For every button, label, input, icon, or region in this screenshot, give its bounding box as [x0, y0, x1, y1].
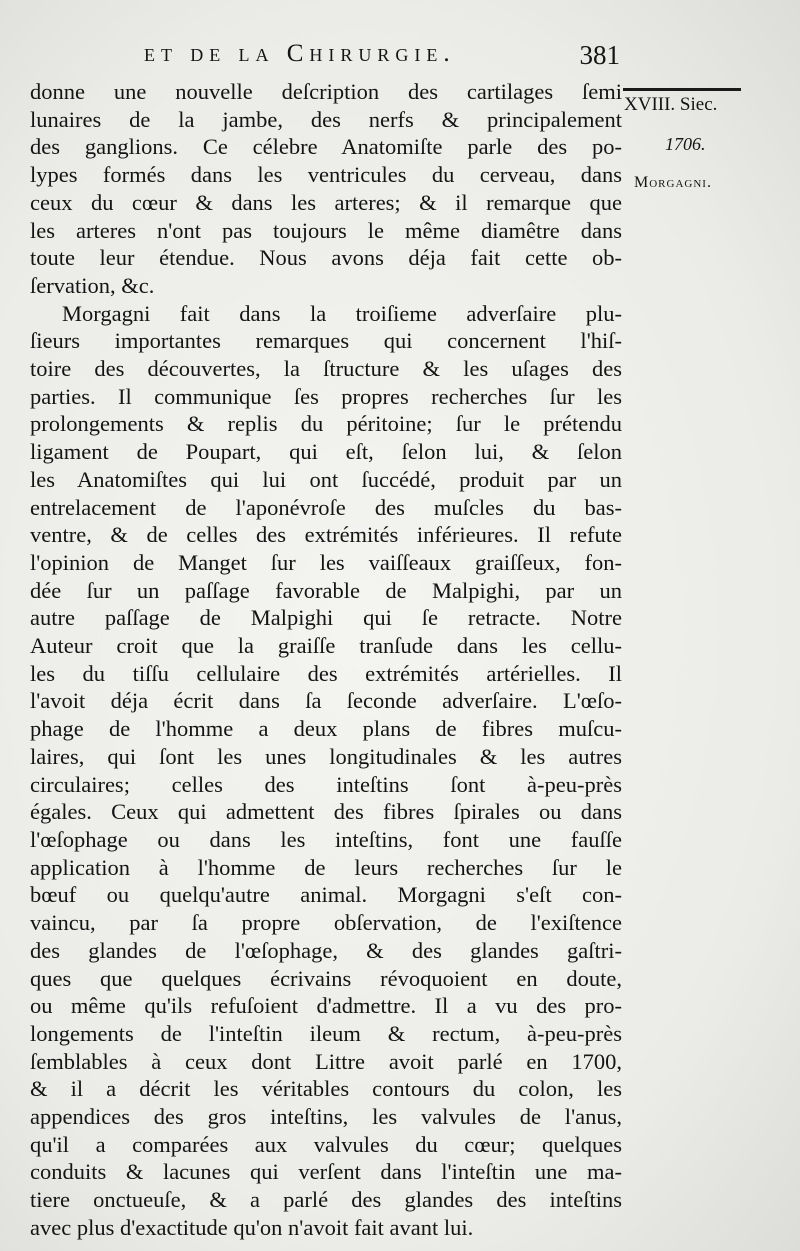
text-line: les arteres n'ont pas toujours le même diamêtre dans — [30, 217, 622, 243]
margin-note-century: XVIII. Siec. — [624, 94, 718, 115]
text-line: l'opinion de Manget ſur les vaiſſeaux graiſſeux, fon- — [30, 549, 622, 575]
text-line: autre paſſage de Malpighi qui ſe retracte. Notre — [30, 605, 622, 631]
text-line: application à l'homme de leurs recherches ſur le — [30, 854, 622, 880]
margin-note-year: 1706. — [665, 134, 706, 154]
margin-rule — [623, 88, 741, 91]
text-line: ques que quelques écrivains révoquoient en doute, — [30, 965, 622, 991]
text-line: les du tiſſu cellulaire des extrémités artérielles. Il — [30, 660, 622, 686]
text-line: qu'il a comparées aux valvules du cœur; quelques — [30, 1131, 622, 1157]
text-line: ſervation, &c. — [30, 272, 155, 298]
text-line: & il a décrit les véritables contours du colon, les — [30, 1076, 622, 1102]
text-line: Auteur croit que la graiſſe tranſude dans les cellu- — [30, 633, 622, 659]
text-line: lunaires de la jambe, des nerfs & principalement — [30, 106, 622, 132]
text-line: laires, qui ſont les unes longitudinales & les autres — [30, 743, 622, 769]
text-line: prolongements & replis du péritoine; ſur le prétendu — [30, 411, 622, 437]
text-line: ventre, & de celles des extrémités inférieures. Il refute — [30, 522, 622, 548]
body-text — [30, 78, 622, 1242]
text-line: conduits & lacunes qui verſent dans l'inteſtin une ma- — [30, 1159, 622, 1185]
text-line: toire des découvertes, la ſtructure & les uſages des — [30, 356, 622, 382]
text-line: Morgagni fait dans la troiſieme adverſaire plu- — [62, 300, 622, 326]
text-line: ſemblables à ceux dont Littre avoit parlé en 1700, — [30, 1048, 622, 1074]
text-line: dée ſur un paſſage favorable de Malpighi, par un — [30, 577, 622, 603]
text-line: avec plus d'exactitude qu'on n'avoit fait avant lui. — [30, 1214, 474, 1240]
text-line: vaincu, par ſa propre obſervation, de l'exiſtence — [30, 910, 622, 936]
text-line: toute leur étendue. Nous avons déja fait cette ob- — [30, 245, 622, 271]
text-line: parties. Il communique ſes propres recherches ſur les — [30, 383, 622, 409]
page-header — [120, 40, 620, 76]
text-line: appendices des gros inteſtins, les valvules de l'anus, — [30, 1104, 622, 1130]
text-line: ceux du cœur & dans les arteres; & il remarque que — [30, 189, 622, 215]
page-number: 381 — [579, 40, 620, 70]
text-line: l'œſophage ou dans les inteſtins, font une fauſſe — [30, 826, 622, 852]
text-line: des glandes de l'œſophage, & des glandes gaſtri- — [30, 937, 622, 963]
text-line: l'avoit déja écrit dans ſa ſeconde adverſaire. L'œſo- — [30, 688, 622, 714]
running-head: et de la Chirurgie. — [144, 40, 456, 67]
text-line: longements de l'inteſtin ileum & rectum, à-peu-près — [30, 1020, 622, 1046]
text-line: phage de l'homme a deux plans de fibres muſcu- — [30, 716, 622, 742]
text-line: tiere onctueuſe, & a parlé des glandes des inteſtins — [30, 1187, 622, 1213]
text-line: entrelacement de l'aponévroſe des muſcles du bas- — [30, 494, 622, 520]
text-line: circulaires; celles des inteſtins ſont à-peu-près — [30, 771, 622, 797]
text-line: les Anatomiſtes qui lui ont ſuccédé, produit par un — [30, 466, 622, 492]
text-line: des ganglions. Ce célebre Anatomiſte parle des po- — [30, 134, 622, 160]
text-line: donne une nouvelle deſcription des cartilages ſemi — [30, 79, 622, 104]
text-line: bœuf ou quelqu'autre animal. Morgagni s'eſt con- — [30, 882, 622, 908]
text-line: ou même qu'ils refuſoient d'admettre. Il a vu des pro- — [30, 993, 622, 1019]
text-line: ſieurs importantes remarques qui concernent l'hiſ- — [30, 328, 622, 354]
text-line: égales. Ceux qui admettent des fibres ſpirales ou dans — [30, 799, 622, 825]
text-line: ligament de Poupart, qui eſt, ſelon lui, & ſelon — [30, 439, 622, 465]
text-line: lypes formés dans les ventricules du cerveau, dans — [30, 162, 622, 188]
margin-note-author: Morgagni. — [634, 174, 712, 191]
